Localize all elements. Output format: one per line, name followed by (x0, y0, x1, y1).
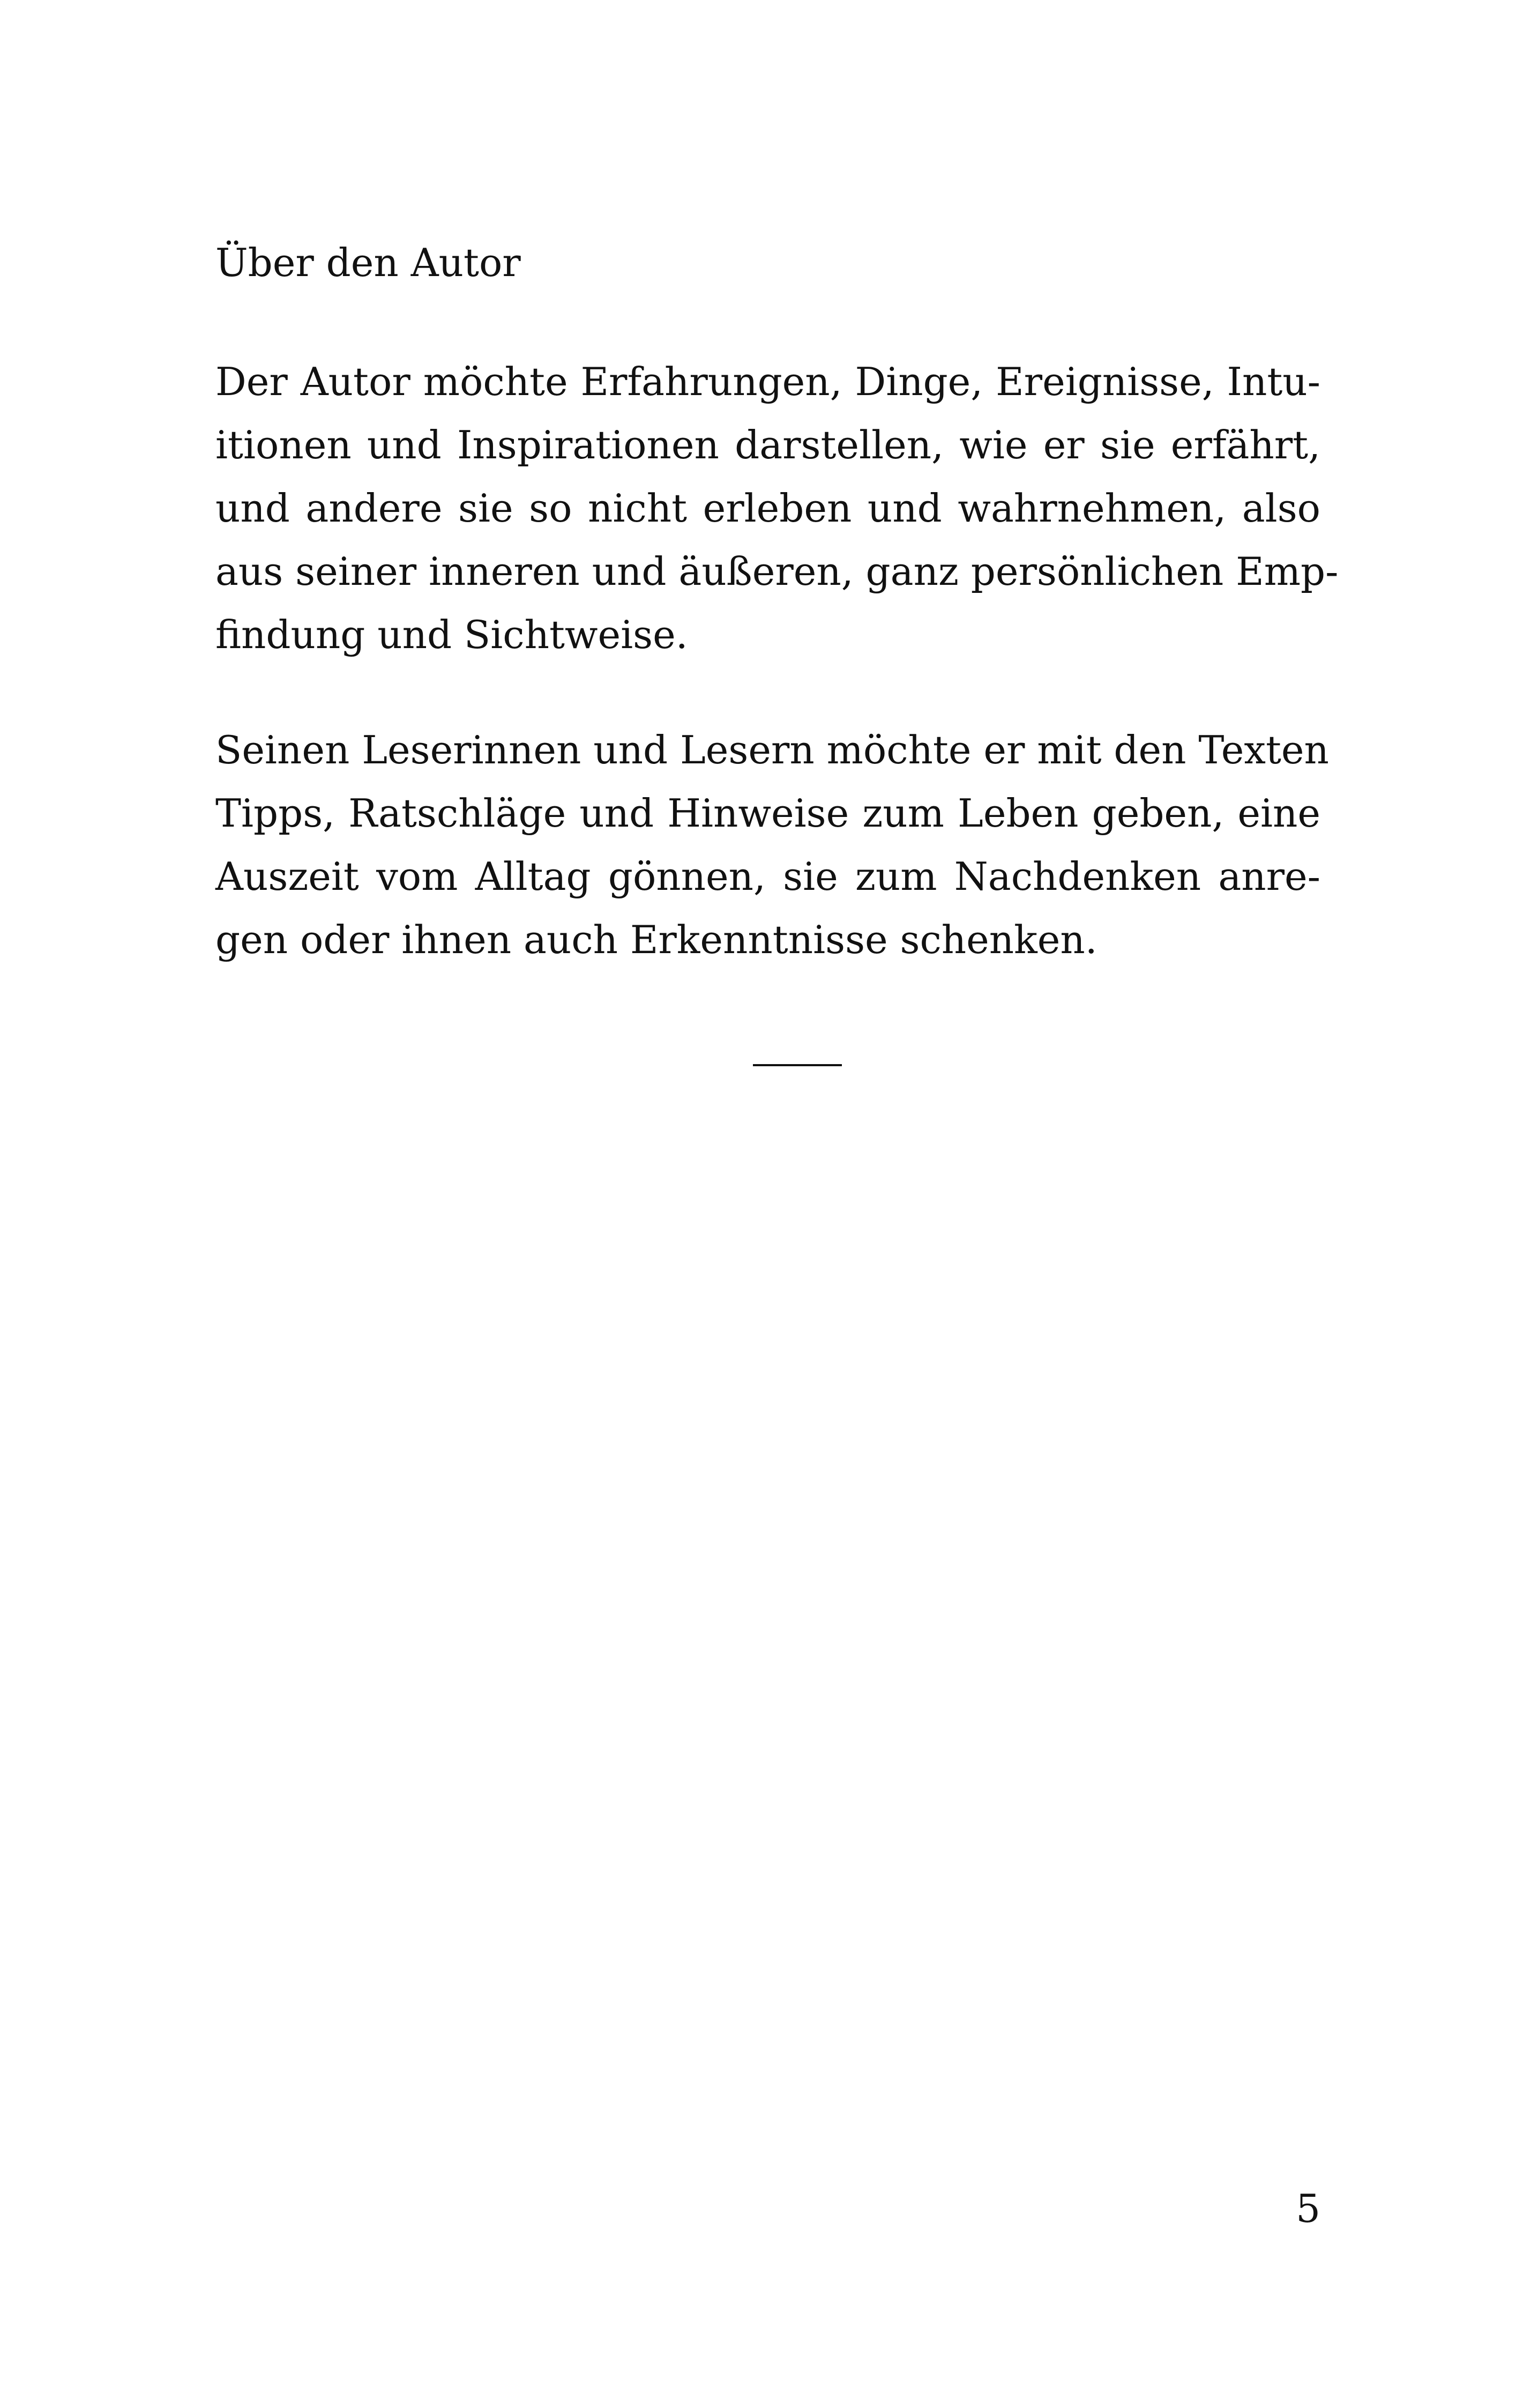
paragraph-line: Seinen Leserinnen und Lesern möchte er mit den Texten (215, 727, 1329, 772)
page-number: 5 (1296, 2186, 1320, 2231)
paragraph-line: und andere sie so nicht erleben und wahrnehmen, also (215, 486, 1320, 531)
paragraph-reader-intent (215, 718, 1329, 971)
paragraph-line: Auszeit vom Alltag gönnen, sie zum Nachdenken anre- (215, 854, 1320, 899)
section-heading: Über den Autor (215, 240, 521, 285)
paragraph-line: itionen und Inspirationen darstellen, wie er sie erfährt, (215, 422, 1320, 467)
paragraph-line: findung und Sichtweise. (215, 612, 688, 657)
paragraph-line: Tipps, Ratschläge und Hinweise zum Leben geben, eine (215, 791, 1320, 836)
paragraph-line: aus seiner inneren und äußeren, ganz persönlichen Emp- (215, 549, 1339, 594)
section-separator-rule (753, 1064, 842, 1066)
paragraph-line: gen oder ihnen auch Erkenntnisse schenken. (215, 917, 1098, 962)
paragraph-about-author (215, 350, 1339, 666)
paragraph-line: Der Autor möchte Erfahrungen, Dinge, Ereignisse, Intu- (215, 359, 1320, 404)
